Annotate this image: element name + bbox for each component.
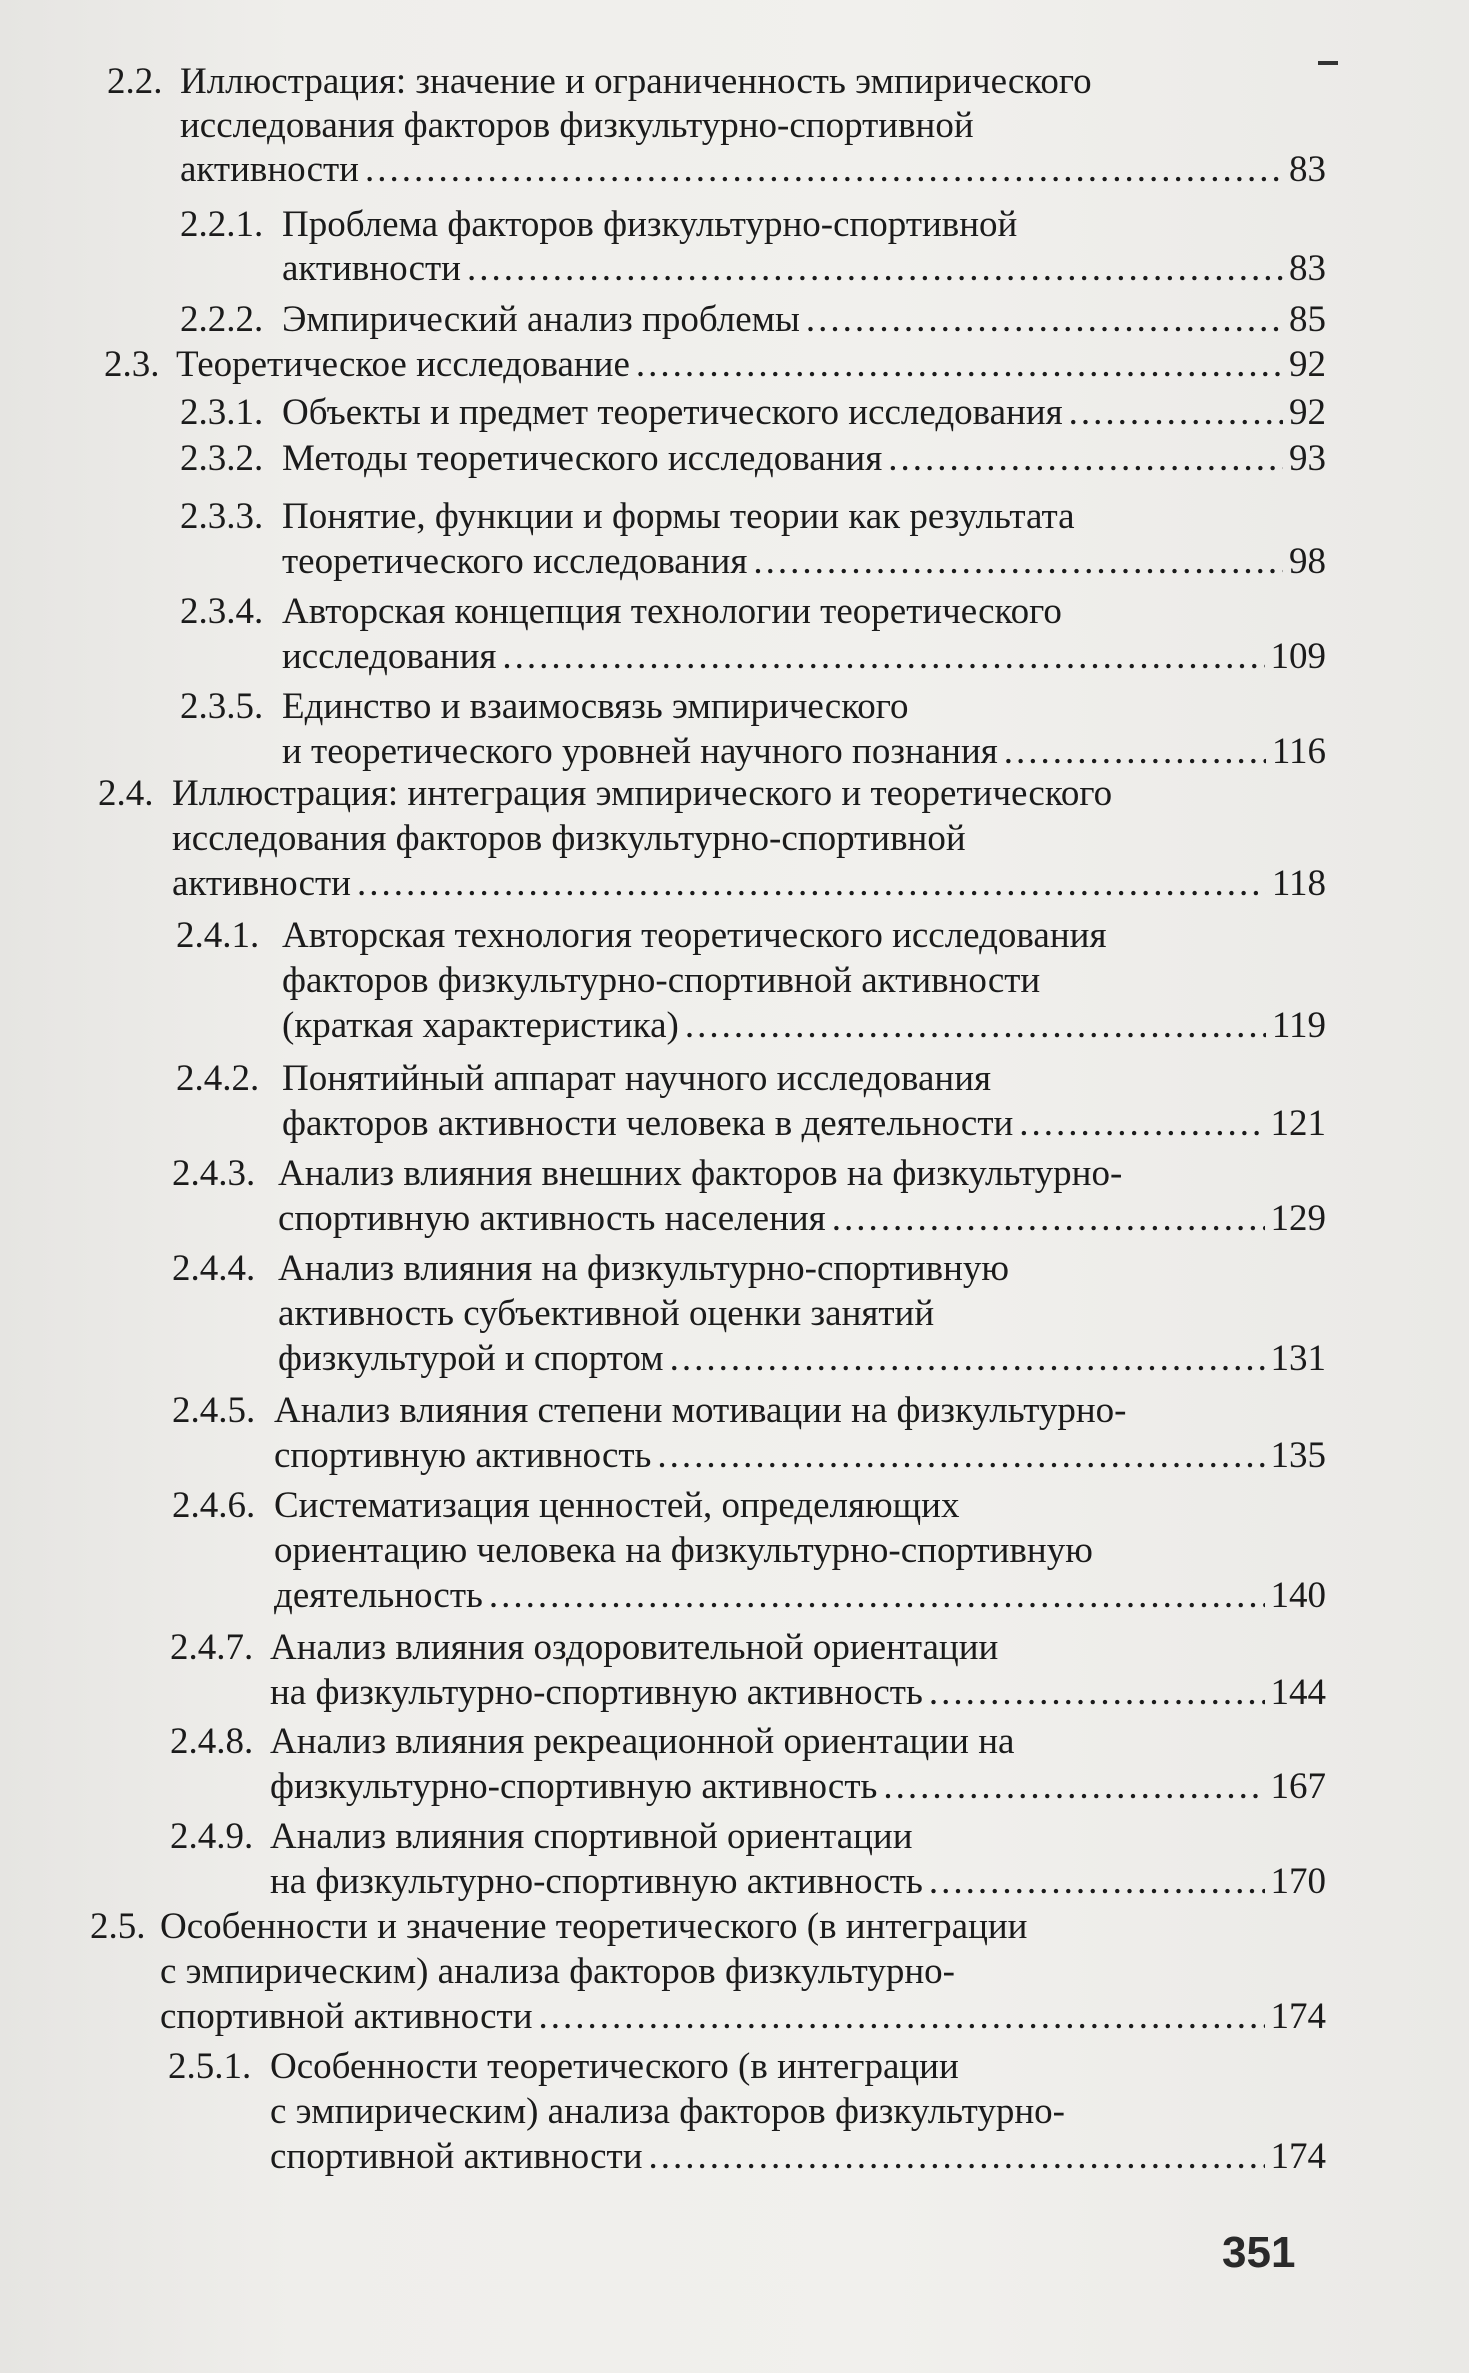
toc-entry-title-line: Понятийный аппарат научного исследования <box>282 1058 992 1099</box>
toc-entry-title-line: Авторская технология теоретического исследования <box>282 915 1107 956</box>
toc-entry-title-line: Проблема факторов физкультурно-спортивной <box>282 204 1018 245</box>
toc-entry <box>172 1247 1326 1382</box>
toc-entry-title-line: факторов активности человека в деятельности <box>282 1103 1014 1144</box>
toc-entry-number: 2.4.3. <box>172 1153 256 1194</box>
toc-entry <box>180 203 1326 291</box>
toc-entry <box>172 1389 1326 1479</box>
toc-entry-title-line: Особенности и значение теоретического (в интеграции <box>160 1906 1028 1947</box>
dot-leader <box>929 1860 1265 1904</box>
toc-entry-title-line: Авторская концепция технологии теоретического <box>282 591 1062 632</box>
toc-entry-title-line: исследования <box>282 636 497 677</box>
dot-leader <box>636 343 1283 387</box>
toc-entry-last-line <box>270 1860 1326 1904</box>
dot-leader <box>1004 730 1266 774</box>
toc-entry-title-line: Анализ влияния на физкультурно-спортивную <box>278 1248 1010 1289</box>
toc-entry-title-line: Иллюстрация: интеграция эмпирического и теоретического <box>172 773 1113 814</box>
toc-entry <box>168 2045 1326 2180</box>
toc-entry-last-line <box>274 1574 1326 1618</box>
toc-entry-page: 83 <box>1289 149 1326 190</box>
dot-leader <box>502 635 1264 679</box>
toc-entry <box>98 772 1326 907</box>
toc-entry-number: 2.2.2. <box>180 299 264 340</box>
toc-entry-last-line <box>172 862 1326 906</box>
toc-entry-page: 140 <box>1270 1575 1326 1616</box>
toc-entry-title-line: физкультурой и спортом <box>278 1338 664 1379</box>
dot-leader <box>489 1574 1265 1618</box>
toc-entry-last-line <box>278 1337 1326 1381</box>
toc-entry-title-line: спортивной активности <box>270 2136 643 2177</box>
toc-entry-page: 116 <box>1271 731 1326 772</box>
dot-leader <box>657 1434 1264 1478</box>
toc-entry-title-line: и теоретического уровней научного познания <box>282 731 998 772</box>
toc-entry-number: 2.4.6. <box>172 1485 256 1526</box>
toc-entry-number: 2.4.4. <box>172 1248 256 1289</box>
toc-entry-page: 92 <box>1289 344 1326 385</box>
toc-entry <box>180 495 1326 585</box>
toc-entry-title-line: физкультурно-спортивную активность <box>270 1766 878 1807</box>
toc-entry-title-line: исследования факторов физкультурно-спортивной <box>172 818 966 859</box>
toc-entry-title-line: факторов физкультурно-спортивной активности <box>282 960 1041 1001</box>
toc-entry-title-line: Систематизация ценностей, определяющих <box>274 1485 960 1526</box>
toc-entry-last-line <box>282 391 1326 435</box>
toc-entry-last-line <box>282 247 1326 291</box>
toc-entry-title-line: Теоретическое исследование <box>176 344 630 385</box>
toc-entry-title-line: Особенности теоретического (в интеграции <box>270 2046 959 2087</box>
page-number: 351 <box>1222 2228 1296 2277</box>
toc-entry-number: 2.4.2. <box>176 1058 260 1099</box>
toc-entry-number: 2.3.4. <box>180 591 264 632</box>
toc-entry-last-line <box>282 298 1326 342</box>
toc-entry-number: 2.3.3. <box>180 496 264 537</box>
toc-entry <box>90 1905 1326 2040</box>
toc-entry-title-line: Анализ влияния оздоровительной ориентации <box>270 1627 999 1668</box>
toc-entry-number: 2.3.1. <box>180 392 264 433</box>
toc-entry-number: 2.4.5. <box>172 1390 256 1431</box>
toc-entry-last-line <box>270 2135 1326 2179</box>
toc-entry-title-line: Анализ влияния внешних факторов на физкультурно- <box>278 1153 1123 1194</box>
toc-entry <box>170 1815 1326 1905</box>
toc-entry-page: 92 <box>1289 392 1326 433</box>
toc-entry <box>170 1720 1326 1810</box>
toc-entry-last-line <box>282 1004 1326 1048</box>
dot-leader <box>649 2135 1265 2179</box>
toc-entry-last-line <box>270 1765 1326 1809</box>
toc-entry-last-line <box>282 1102 1326 1146</box>
toc-entry <box>180 685 1326 775</box>
toc-entry-title-line: Единство и взаимосвязь эмпирического <box>282 686 909 727</box>
dot-leader <box>365 148 1283 192</box>
dot-leader <box>753 540 1283 584</box>
toc-entry <box>180 298 1326 342</box>
toc-entry-number: 2.2.1. <box>180 204 264 245</box>
toc-entry-title-line: с эмпирическим) анализа факторов физкультурно- <box>160 1951 955 1992</box>
toc-entry-title-line: на физкультурно-спортивную активность <box>270 1672 923 1713</box>
toc-entry-number: 2.5.1. <box>168 2046 252 2087</box>
toc-entry-page: 144 <box>1270 1672 1326 1713</box>
dot-leader <box>883 1765 1264 1809</box>
toc-entry-title-line: Эмпирический анализ проблемы <box>282 299 800 340</box>
toc-entry-title-line: ориентацию человека на физкультурно-спортивную <box>274 1530 1093 1571</box>
toc-entry-number: 2.3.2. <box>180 438 264 479</box>
toc-entry-title-line: Иллюстрация: значение и ограниченность эмпирического <box>180 61 1092 102</box>
toc-entry <box>107 60 1326 192</box>
toc-entry <box>170 1626 1326 1716</box>
toc-entry-last-line <box>180 148 1326 192</box>
toc-entry-title-line: на физкультурно-спортивную активность <box>270 1861 923 1902</box>
toc-entry-number: 2.3. <box>104 344 160 385</box>
toc-entry-number: 2.4.1. <box>176 915 260 956</box>
toc-entry-page: 121 <box>1270 1103 1326 1144</box>
toc-entry-title-line: исследования факторов физкультурно-спортивной <box>180 105 974 146</box>
toc-entry-title-line: спортивной активности <box>160 1996 533 2037</box>
toc-entry-page: 118 <box>1271 863 1326 904</box>
dot-leader <box>539 1995 1265 2039</box>
toc-entry-last-line <box>176 343 1326 387</box>
toc-entry-page: 109 <box>1270 636 1326 677</box>
toc-entry-number: 2.4.8. <box>170 1721 254 1762</box>
dot-leader <box>467 247 1283 291</box>
toc-entry <box>180 391 1326 435</box>
toc-entry <box>104 343 1326 387</box>
toc-entry <box>172 1152 1326 1242</box>
toc-entry-last-line <box>278 1197 1326 1241</box>
toc-entry-number: 2.4.7. <box>170 1627 254 1668</box>
toc-entry-page: 167 <box>1270 1766 1326 1807</box>
dot-leader <box>1019 1102 1264 1146</box>
toc-entry-page: 129 <box>1270 1198 1326 1239</box>
toc-entry-page: 131 <box>1270 1338 1326 1379</box>
toc-entry-title-line: спортивную активность населения <box>278 1198 826 1239</box>
toc-entry-page: 98 <box>1289 541 1326 582</box>
dot-leader <box>685 1004 1266 1048</box>
toc-entry-title-line: с эмпирическим) анализа факторов физкультурно- <box>270 2091 1065 2132</box>
toc-entry <box>176 1057 1326 1147</box>
toc-entry <box>176 914 1326 1049</box>
toc-entry-page: 93 <box>1289 438 1326 479</box>
toc-entry-title-line: активности <box>180 149 359 190</box>
toc-entry-page: 135 <box>1270 1435 1326 1476</box>
toc-entry-title-line: активность субъективной оценки занятий <box>278 1293 935 1334</box>
toc-entry-title-line: Объекты и предмет теоретического исследования <box>282 392 1063 433</box>
toc-entry-title-line: Методы теоретического исследования <box>282 438 883 479</box>
toc-entry <box>172 1484 1326 1619</box>
toc-entry-last-line <box>282 437 1326 481</box>
toc-entry-title-line: Анализ влияния рекреационной ориентации на <box>270 1721 1015 1762</box>
dot-leader <box>888 437 1283 481</box>
toc-entry-title-line: активности <box>172 863 351 904</box>
toc-entry-title-line: теоретического исследования <box>282 541 748 582</box>
toc-entry-title-line: Понятие, функции и формы теории как результата <box>282 496 1075 537</box>
toc-entry <box>180 590 1326 680</box>
toc-entry-title-line: (краткая характеристика) <box>282 1005 679 1046</box>
toc-entry-page: 174 <box>1270 2136 1326 2177</box>
toc-entry-number: 2.4. <box>98 773 154 814</box>
toc-entry-last-line <box>282 635 1326 679</box>
toc-entry-title-line: активности <box>282 248 461 289</box>
toc-entry <box>180 437 1326 481</box>
toc-entry-last-line <box>274 1434 1326 1478</box>
toc-entry-title-line: Анализ влияния степени мотивации на физкультурно- <box>274 1390 1127 1431</box>
toc-entry-last-line <box>282 730 1326 774</box>
toc-entry-page: 170 <box>1270 1861 1326 1902</box>
dot-leader <box>806 298 1283 342</box>
toc-entry-number: 2.2. <box>107 61 163 102</box>
dot-leader <box>670 1337 1265 1381</box>
toc-entry-number: 2.3.5. <box>180 686 264 727</box>
toc-entry-title-line: деятельность <box>274 1575 483 1616</box>
toc-entry-title-line: Анализ влияния спортивной ориентации <box>270 1816 913 1857</box>
dot-leader <box>832 1197 1265 1241</box>
toc-entry-last-line <box>160 1995 1326 2039</box>
dot-leader <box>929 1671 1265 1715</box>
dot-leader <box>1069 391 1283 435</box>
toc-entry-page: 174 <box>1270 1996 1326 2037</box>
toc-entry-last-line <box>282 540 1326 584</box>
toc-entry-number: 2.4.9. <box>170 1816 254 1857</box>
toc-entry-page: 119 <box>1271 1005 1326 1046</box>
toc-entry-last-line <box>270 1671 1326 1715</box>
dot-leader <box>357 862 1266 906</box>
toc-entry-page: 83 <box>1289 248 1326 289</box>
toc-entry-title-line: спортивную активность <box>274 1435 652 1476</box>
toc-entry-number: 2.5. <box>90 1906 146 1947</box>
toc-entry-page: 85 <box>1289 299 1326 340</box>
